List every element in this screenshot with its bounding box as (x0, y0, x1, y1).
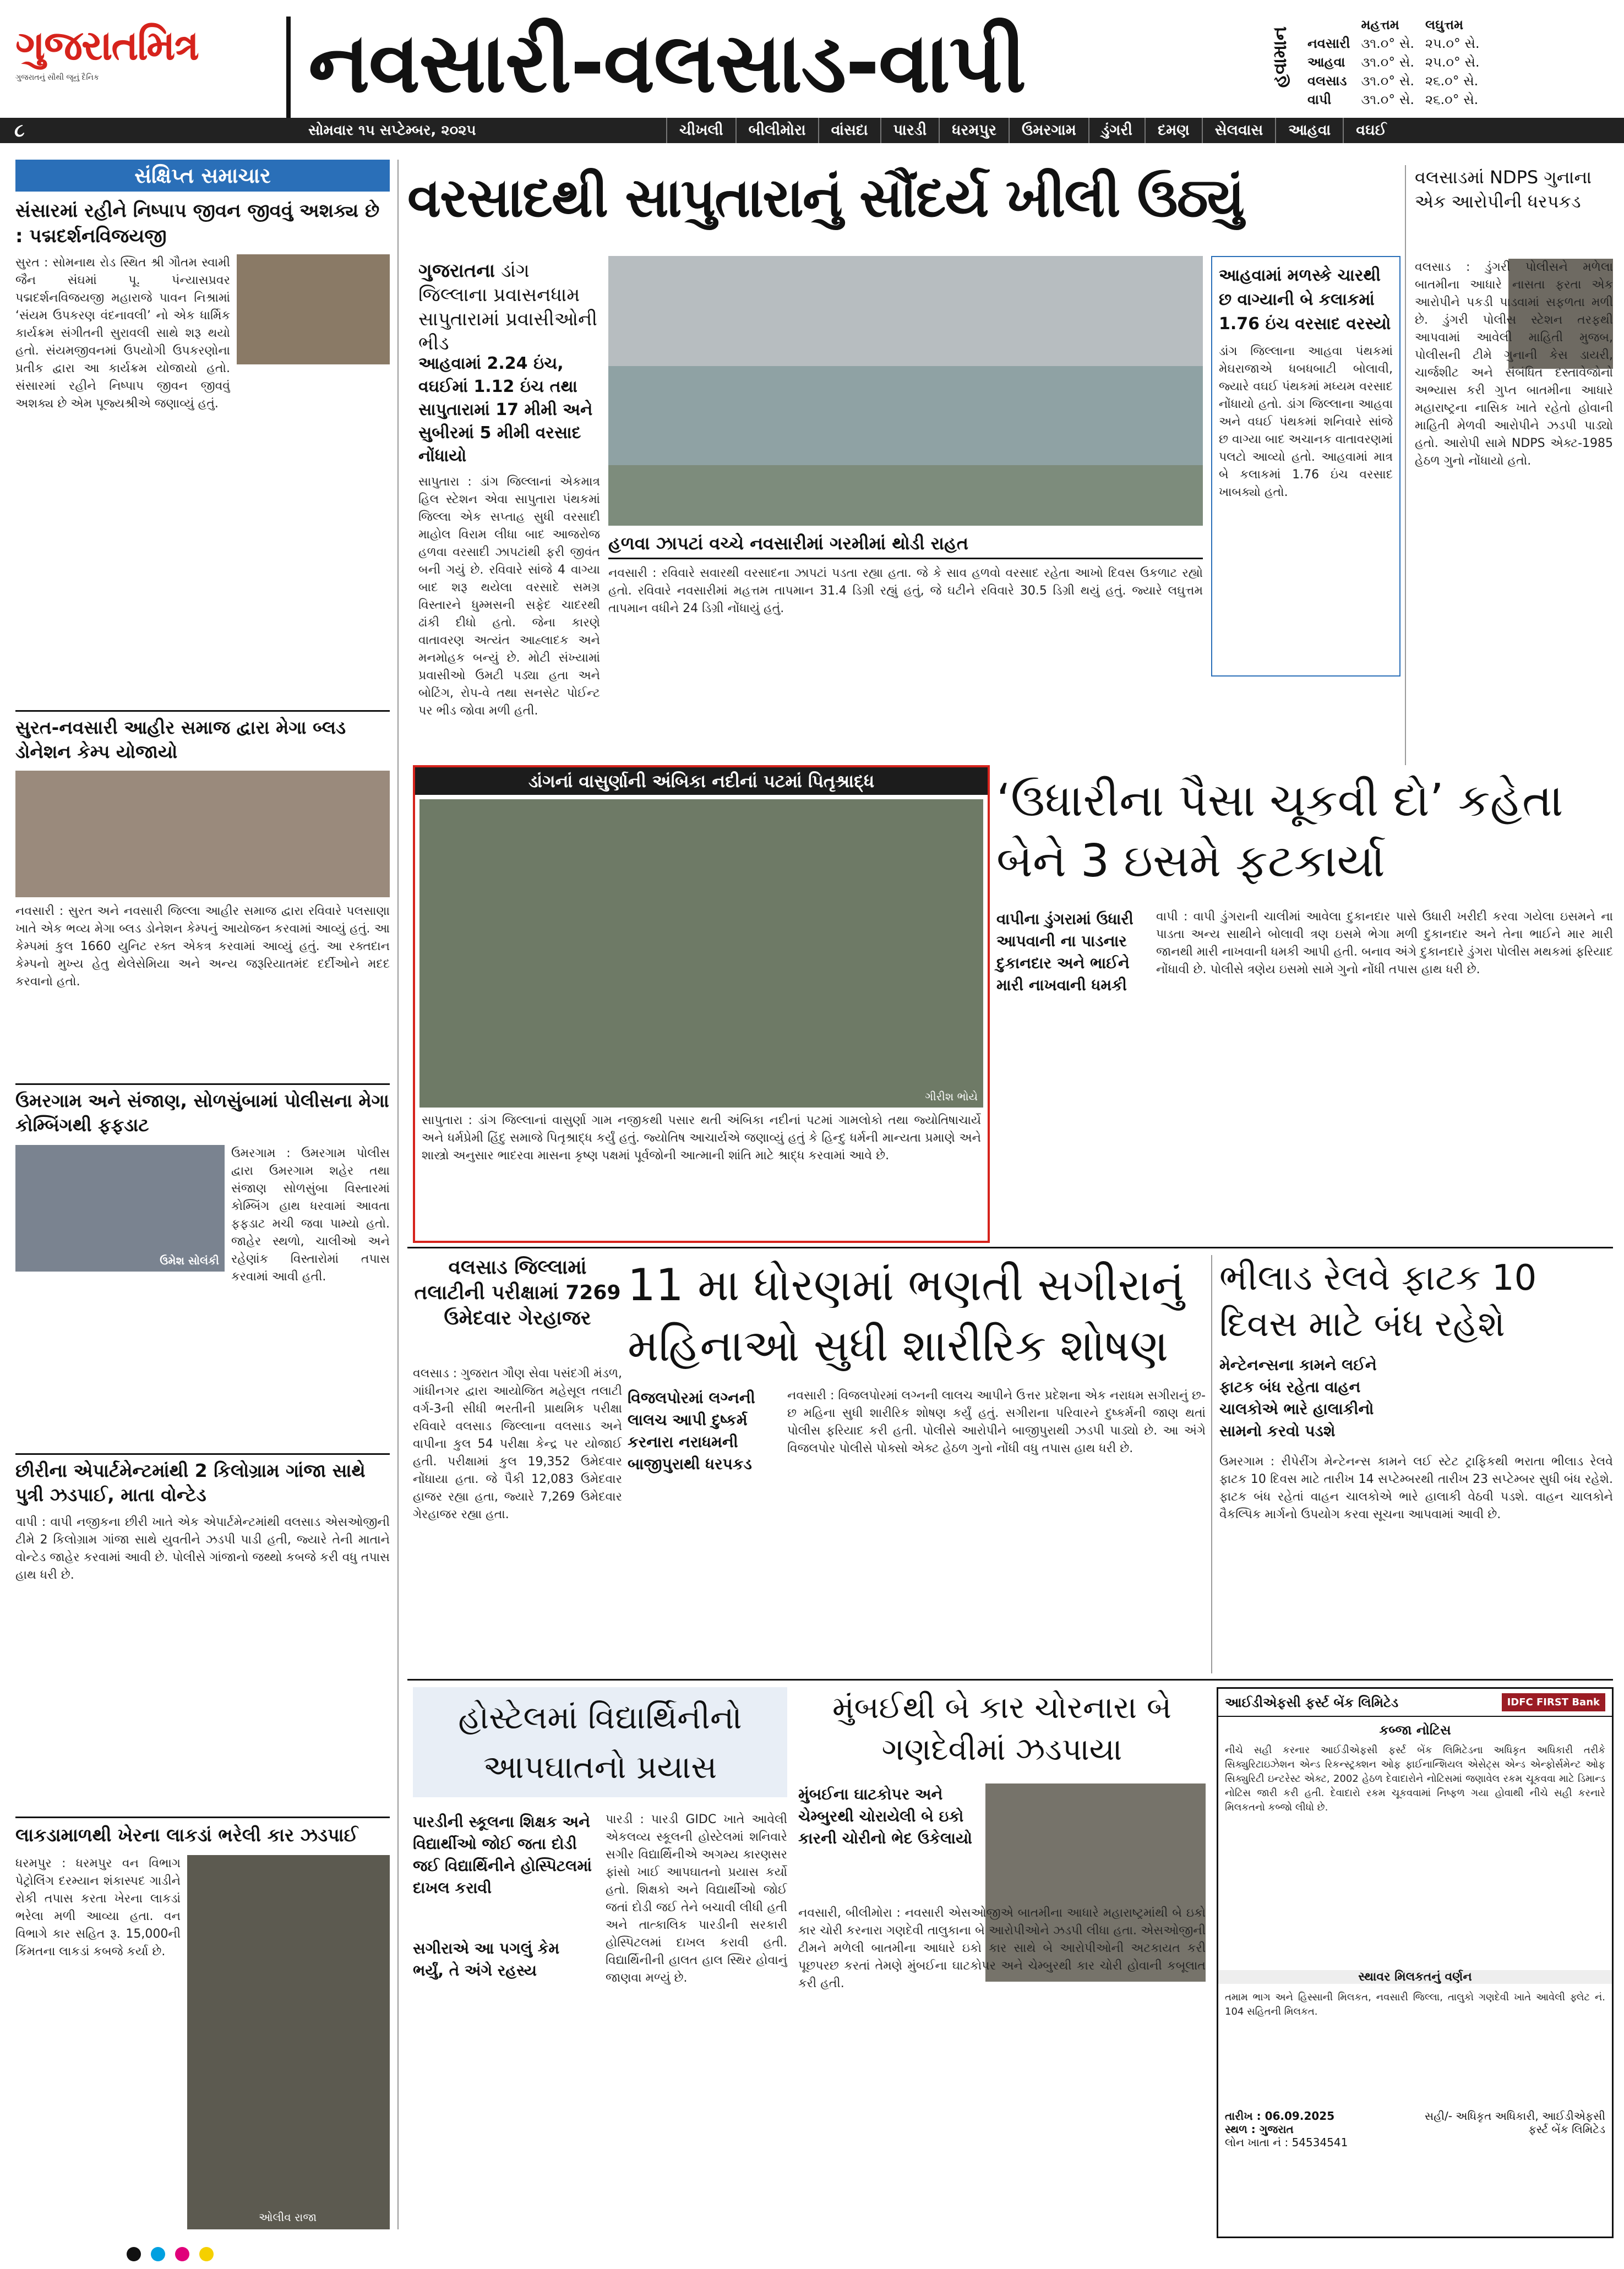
divider (15, 1083, 390, 1085)
idfc-signatory: સહી/- અધિકૃત અધિકારી, આઈડીએફસી ફર્સ્ટ બેંક લિમિટેડ (1424, 2109, 1605, 2136)
column-rule (1405, 165, 1406, 765)
hostel-body: પારડી : પારડી GIDC ખાતે આવેલી એકલવ્ય સ્કૂલની હોસ્ટેલમાં શનિવારે સગીર વિદ્યાર્થિનીએ અગમ્ય કારણસર ફાંસો ખાઈ આપઘાતનો પ્રયાસ કર્યો હતો. શિક્ષકો અને વિદ્યાર્થીઓ જોઈ જતાં દોડી જઈ તેને બચાવી લીધી હતી અને તાત્કાલિક પારડીની સરકારી હોસ્પિટલમાં દાખલ કરાવી હતી. વિદ્યાર્થિનીની હાલત હાલ સ્થિર હોવાનું જાણવા મળ્યું છે. (606, 1813, 787, 1985)
weather-row: વાપી ૩૧.૦° સે. ૨૬.૦° સે. (1307, 92, 1479, 107)
town-item: આહવા (1275, 118, 1343, 143)
brief-1-title: સંસારમાં રહીને નિષ્પાપ જીવન જીવવું અશક્ય છે : પદ્મદર્શનવિજયજી (15, 200, 380, 247)
aahwa-rain-box (1211, 256, 1400, 677)
mumbai-headline: મુંબઈથી બે કાર ચોરનારા બે ગણદેવીમાં ઝડપાયા (832, 1690, 1171, 1768)
aahwa-box-body: ડાંગ જિલ્લાના આહવા પંથકમાં મેઘરાજાએ ધબધબાટી બોલાવી, જ્યારે વઘઈ પંથકમાં મધ્યમ વરસાદ નોંધાયો હતો. ડાંગ જિલ્લાના આહવા અને વઘઈ પંથકમાં શનિવારે સાંજે છ વાગ્યા બાદ અચાનક વાતાવરણમાં પલટો આવ્યો હતો. આહવામાં માત્ર બે કલાકમાં 1.76 ઇંચ વરસાદ ખાબક્યો હતો. (1219, 345, 1393, 499)
weather-row: નવસારી ૩૧.૦° સે. ૨૫.૦° સે. (1307, 36, 1480, 51)
brief-1-body: સુરત : સોમનાથ રોડ સ્થિત શ્રી ગૌતમ સ્વામી જૈન સંઘમાં પૂ. પંન્યાસપ્રવર પદ્મદર્શનવિજયજી મહારાજે પાવન નિશ્રામાં ‘સંયમ ઉપકરણ વંદનાવલી’ નો એક ધાર્મિક કાર્યક્રમ સંગીતની સુરાવલી સાથે શરૂ થયો હતો. સંયમજીવનમાં ઉપયોગી ઉપકરણોના પ્રતીક દ્વારા આ કાર્યક્રમ યોજાયો હતો. સંસારમાં રહીને નિષ્પાપ જીવન જીવવું અશક્ય છે એમ પૂજ્યશ્રીએ જણાવ્યું હતું. (15, 256, 230, 411)
pitru-photo (419, 799, 983, 1108)
navsari-heat-strip (608, 531, 1203, 762)
brief-ribbon: સંક્ષિપ્ત સમાચાર (15, 160, 390, 192)
hostel-headline-box (413, 1687, 787, 1797)
registration-dot (175, 2247, 189, 2261)
idfc-notice-body: નીચે સહી કરનાર આઈડીએફસી ફર્સ્ટ બેંક લિમિટેડના અધિકૃત અધિકારી તરીકે સિક્યુરિટાઇઝેશન એન્ડ રિકન્સ્ટ્રક્શન ઓફ ફાઈનાન્શિયલ એસેટ્સ એન્ડ એન્ફોર્સમેન્ટ ઓફ સિક્યુરિટી ઇન્ટરેસ્ટ એક્ટ, 2002 હેઠળ દેવાદારોને નોટિસમાં જણાવેલ રકમ ચૂકવવા માટે ડિમાન્ડ નોટિસ જારી કરી હતી. દેવાદારો રકમ ચૂકવવામાં નિષ્ફળ ગયા હોવાથી નીચે સહી કરનારે મિલકતનો કબ્જો લીધો છે. (1225, 1744, 1605, 1813)
bhilad-headline: ભીલાડ રેલવે ફાટક 10 દિવસ માટે બંધ રહેશે (1219, 1258, 1537, 1345)
town-item: ચીખલી (666, 118, 735, 143)
udhari-lead: વાપીના ડુંગરામાં ઉધારી આપવાની ના પાડનાર દુકાનદાર અને ભાઈને મારી નાખવાની ધમકી (996, 910, 1133, 994)
navsari-heat-body: નવસારી : રવિવારે સવારથી વરસાદના ઝાપટાં પડતા રહ્યા હતા. જે કે સાવ હળવો વરસાદ રહેતા આખો દિવસ ઉકળાટ રહ્યો હતો. રવિવારે નવસારીમાં મહત્તમ તાપમાન 31.4 ડિગ્રી રહ્યું હતું, જે ઘટીને રવિવારે 30.5 ડિગ્રી થયું હતું. જ્યારે લઘુત્તમ તાપમાન વધીને 24 ડિગ્રી નોંધાયું હતું. (608, 566, 1203, 615)
brief-4-body: વાપી : વાપી નજીકના છીરી ખાતે એક એપાર્ટમેન્ટમાંથી વલસાડ એસઓજીની ટીમે 2 કિલોગ્રામ ગાંજા સાથે યુવતીને ઝડપી પાડી હતી, જ્યારે તેની માતાને વોન્ટેડ જાહેર કરવામાં આવી છે. પોલીસે ગાંજાનો જથ્થો કબજે કરી વધુ તપાસ હાથ ધરી છે. (15, 1515, 390, 1582)
pitru-caption: સાપુતારા : ડાંગ જિલ્લાનાં વાસુર્ણા ગામ નજીકથી પસાર થતી અંબિકા નદીનાં પટમાં ગામલોકો તથા જ્યોતિષાચાર્યે અને ધર્મપ્રેમી હિંદુ સમાજે પિતૃશ્રાદ્ધ કર્યું હતું. જ્યોતિષ આચાર્યએ જણાવ્યું હતું કે હિન્દુ ધર્મની માન્યતા પ્રમાણે અને શાસ્ત્રો અનુસાર ભાદરવા માસના કૃષ્ણ પક્ષમાં પૂર્વજોની આત્માની શાંતિ માટે શ્રાદ્ધ કરવામાં આવે છે. (422, 1114, 981, 1163)
idfc-bank-name: આઈડીએફસી ફર્સ્ટ બેંક લિમિટેડ (1225, 1694, 1399, 1710)
divider (15, 1817, 390, 1818)
column-rule (1211, 1255, 1212, 1673)
sagira-headline: 11 મા ધોરણમાં ભણતી સગીરાનું મહિનાઓ સુધી શારીરિક શોષણ (628, 1259, 1185, 1371)
brief-2-photo (15, 771, 390, 897)
talati-title: વલસાડ જિલ્લામાં તલાટીની પરીક્ષામાં 7269 ઉમેદવાર ગેરહાજર (414, 1256, 621, 1329)
talati-body: વલસાડ : ગુજરાત ગૌણ સેવા પસંદગી મંડળ, ગાંધીનગર દ્વારા આયોજિત મહેસૂલ તલાટી વર્ગ-3ની સીધી ભરતીની પ્રાથમિક પરીક્ષા રવિવારે વલસાડ જિલ્લાના વલસાડ અને વાપીના કુલ 54 પરીક્ષા કેન્દ્ર પર યોજાઈ હતી. પરીક્ષામાં કુલ 19,352 ઉમેદવાર નોંધાયા હતા. જે પૈકી 12,083 ઉમેદવાર હાજર રહ્યા હતા, જ્યારે 7,269 ઉમેદવાર ગેરહાજર રહ્યા હતા. (413, 1367, 622, 1521)
registration-dot (127, 2247, 141, 2261)
ndps-title: વલસાડમાં NDPS ગુનાના એક આરોપીની ધરપકડ (1415, 167, 1592, 212)
town-item: વઘઈ (1343, 118, 1398, 143)
town-item: પારડી (880, 118, 939, 143)
brief-5-body: ધરમપુર : ધરમપુર વન વિભાગ પેટ્રોલિંગ દરમ્યાન શંકાસ્પદ ગાડીને રોકી તપાસ કરતા ખેરના લાકડાં ભરેલા મળી આવ્યા હતા. વન વિભાગે કાર સહિત રૂ. 15,000ની કિંમતના લાકડાં કબજે કર્યા છે. (15, 1857, 181, 1959)
idfc-notice (1217, 1687, 1614, 2238)
town-item: બીલીમોરા (735, 118, 818, 143)
idfc-place: સ્થળ : ગુજરાત (1225, 2123, 1294, 2136)
pitru-box (413, 765, 990, 1243)
town-item: વાંસદા (818, 118, 880, 143)
town-item: ઉમરગામ (1009, 118, 1088, 143)
brief-2-title: સુરત-નવસારી આહીર સમાજ દ્વારા મેગા બ્લડ ડોનેશન કેમ્પ યોજાયો (15, 717, 346, 762)
divider (407, 1247, 1613, 1248)
town-item: ધરમપુર (939, 118, 1009, 143)
town-item: ડુંગરી (1088, 118, 1145, 143)
weather-row: વલસાડ ૩૧.૦° સે. ૨૬.૦° સે. (1307, 73, 1479, 89)
udhari-headline: ‘ઉધારીના પૈસા ચૂકવી દો’ કહેતા બેને 3 ઇસમે ફટકાર્યા (996, 774, 1563, 887)
sagira-lead: વિજલપોરમાં લગ્નની લાલચ આપી દુષ્કર્મ કરનારા નરાધમની બાજીપુરાથી ધરપકડ (628, 1389, 755, 1473)
lead-deck: ગુજરાતના ડાંગ જિલ્લાના પ્રવાસનધામ સાપુતારામાં પ્રવાસીઓની ભીડ (418, 260, 598, 354)
brief-3-body: ઉમરગામ : ઉમરગામ પોલીસ દ્વારા ઉમરગામ શહેર તથા સંજાણ સોળસુંબા વિસ્તારમાં કોમ્બિંગ હાથ ધરવામાં આવતા ફફડાટ મચી જવા પામ્યો હતો. જાહેર સ્થળો, ચાલીઓ અને રહેણાંક વિસ્તારોમાં તપાસ કરવામાં આવી હતી. (231, 1147, 390, 1284)
brief-5-photo-credit: ઓલીવ રાજા (259, 2211, 317, 2224)
idfc-property-body: તમામ ભાગ અને હિસ્સાની મિલકત, નવસારી જિલ્લા, તાલુકો ગણદેવી ખાતે આવેલી ફ્લેટ નં. 104 સહિતની મિલકત. (1225, 1992, 1605, 2017)
idfc-property-title: સ્થાવર મિલકતનું વર્ણન (1218, 1970, 1612, 1984)
registration-dot (151, 2247, 165, 2261)
lead-headline: વરસાદથી સાપુતારાનું સૌંદર્ય ખીલી ઉઠ્યું (407, 167, 1244, 230)
lead-subhead: આહવામાં 2.24 ઇંચ, વઘઈમાં 1.12 ઇંચ તથા સાપુતારામાં 17 મીમી અને સુબીરમાં 5 મીમી વરસાદ નોંધાયો (418, 354, 593, 466)
town-list (666, 118, 1399, 143)
brief-5-title: લાકડામાળથી ખેરના લાકડાં ભરેલી કાર ઝડપાઈ (15, 1824, 358, 1846)
ndps-body: વલસાડ : ડુંગરી પોલીસને મળેલા બાતમીના આધારે નાસતા ફરતા એક આરોપીને પકડી પાડવામાં સફળતા મળી છે. ડુંગરી પોલીસ સ્ટેશન તરફથી આપવામાં આવેલી માહિતી મુજબ, પોલીસની ટીમે ગુનાની કેસ ડાયરી, ચાર્જશીટ અને સંબંધિત દસ્તાવેજોનો અભ્યાસ કરી ગુપ્ત બાતમીના આધારે મહારાષ્ટ્રના નાસિક ખાતે રહેતો હોવાની માહિતી મેળવી આરોપીને ઝડપી પાડ્યો હતો. આરોપી સામે NDPS એક્ટ-1985 હેઠળ ગુનો નોંધાયો હતો. (1415, 260, 1613, 468)
idfc-logo: IDFC FIRST Bank (1502, 1693, 1605, 1711)
page-number: ૮ (14, 119, 25, 141)
divider (15, 1453, 390, 1455)
weather-label: હવામાન (1269, 26, 1291, 88)
registration-dot (199, 2247, 214, 2261)
idfc-date: તારીખ : 06.09.2025 (1225, 2109, 1335, 2123)
mumbai-lead: મુંબઈના ઘાટકોપર અને ચેમ્બુરથી ચોરાયેલી બે ઇકો કારની ચોરીનો ભેદ ઉકેલાયો (798, 1785, 972, 1847)
udhari-body: વાપી : વાપી ડુંગરાની ચાલીમાં આવેલા દુકાનદાર પાસે ઉધારી ખરીદી કરવા ગયેલા ઇસમને ના પાડતા અન્ય સાથીને બોલાવી ત્રણ ઇસમે ભેગા મળી દુકાનદાર અને તેના ભાઈને માર મારી જાનથી મારી નાખવાની ધમકી આપી હતી. બનાવ અંગે દુકાનદારે ડુંગરા પોલીસ મથકમાં ફરિયાદ નોંધાવી છે. પોલીસે ત્રણેય ઇસમો સામે ગુનો નોંધી તપાસ હાથ ધરી છે. (1156, 910, 1613, 977)
weather-row: આહવા ૩૧.૦° સે. ૨૫.૦° સે. (1307, 54, 1480, 70)
weather-col-min: લઘુત્તમ (1425, 17, 1464, 32)
brief-2-body: નવસારી : સુરત અને નવસારી જિલ્લા આહીર સમાજ દ્વારા રવિવારે પલસાણા ખાતે એક ભવ્ય મેગા બ્લડ ડોનેશન કેમ્પનું આયોજન કરવામાં આવ્યું હતું. આ કેમ્પમાં કુલ 1660 યુનિટ રક્ત એકત્ર કરવામાં આવ્યું હતું. આ રક્તદાન કેમ્પનો મુખ્ય હેતુ થેલેસેમિયા અને અન્ય જરૂરિયાતમંદ દર્દીઓને મદદ કરવાનો હતો. (15, 904, 390, 989)
divider (15, 710, 390, 712)
divider (407, 1679, 1613, 1681)
bhilad-lead: મેન્ટેનન્સના કામને લઈને ફાટક બંધ રહેતા વાહન ચાલકોએ ભારે હાલાકીનો સામનો કરવો પડશે (1219, 1356, 1377, 1440)
column-rule (397, 160, 399, 2229)
town-item: દમણ (1145, 118, 1202, 143)
edition-title: નવસારી-વલસાડ-વાપી (308, 15, 1026, 111)
hostel-headline: હોસ્ટેલમાં વિદ્યાર્થિનીનો આપઘાતનો પ્રયાસ (458, 1699, 742, 1786)
weather-box (1269, 15, 1610, 114)
lead-body: સાપુતારા : ડાંગ જિલ્લાનાં એકમાત્ર હિલ સ્ટેશન એવા સાપુતારા પંથકમાં જિલ્લા એક સપ્તાહ સુધી વરસાદી માહોલ વિરામ લીધા બાદ આજરોજ હળવા વરસાદી ઝાપટાંથી ફરી જીવંત બની ગયું છે. રવિવારે સાંજે 4 વાગ્યા બાદ શરૂ થયેલા વરસાદે સમગ્ર વિસ્તારને ધુમ્મસની સફેદ ચાદરથી ઢાંકી દીધો હતો. જેના કારણે વાતાવરણ અત્યંત આહ્લાદક અને મનમોહક બન્યું છે. મોટી સંખ્યામાં પ્રવાસીઓ ઉમટી પડ્યા હતા અને બોટિંગ, રોપ-વે તથા સનસેટ પોઈન્ટ પર ભીડ જોવા મળી હતી. (418, 475, 600, 718)
brief-3-photo-credit: ઉમેશ સોલંકી (160, 1254, 219, 1267)
idfc-loan-number: લોન ખાતા નં : 54534541 (1225, 2136, 1348, 2149)
hostel-lead: પારડીની સ્કૂલના શિક્ષક અને વિદ્યાર્થીઓ જોઈ જતા દોડી જઈ વિદ્યાર્થિનીને હોસ્પિટલમાં દાખલ કરાવી (413, 1813, 592, 1897)
pitru-title: ડાંગનાં વાસુર્ણાની અંબિકા નદીનાં પટમાં પિતૃશ્રાદ્ધ (415, 767, 988, 795)
town-item: સેલવાસ (1202, 118, 1276, 143)
registration-marks (127, 2247, 214, 2261)
issue-date: સોમવાર ૧૫ સપ્ટેમ્બર, ૨૦૨૫ (308, 122, 476, 139)
pitru-photo-credit: ગીરીશ ભોયે (925, 1090, 978, 1103)
brief-3-title: ઉમરગામ અને સંજાણ, સોળસુંબામાં પોલીસના મેગા કોમ્બિંગથી ફફડાટ (15, 1090, 389, 1136)
navsari-heat-title: હળવા ઝાપટાં વચ્ચે નવસારીમાં ગરમીમાં થોડી રાહત (608, 531, 1203, 559)
brief-5-photo (187, 1855, 390, 2229)
sagira-body: નવસારી : વિજલપોરમાં લગ્નની લાલચ આપીને ઉત્તર પ્રદેશના એક નરાધમ સગીરાનું છ-છ મહિના સુધી શારીરિક શોષણ કર્યું હતું. સગીરાના પરિવારને દુષ્કર્મની જાણ થતાં પોલીસ ફરિયાદ કરી હતી. પોલીસે આરોપીને બાજીપુરાથી ઝડપી પાડ્યો છે. આ અંગે વિજલપોર પોલીસે પોક્સો એક્ટ હેઠળ ગુનો નોંધી વધુ તપાસ હાથ ધરી છે. (787, 1389, 1206, 1455)
logo-tagline: ગુજરાતનું સૌથી જૂનું દૈનિક (15, 73, 99, 82)
brief-1-photo (237, 254, 390, 364)
aahwa-box-title: આહવામાં મળસ્કે ચારથી છ વાગ્યાની બે કલાકમાં 1.76 ઇંચ વરસાદ વરસ્યો (1219, 266, 1391, 334)
logo-wordmark: ગુજરાતમિત્ર (15, 22, 198, 69)
bhilad-body: ઉમરગામ : રીપેરીંગ મેન્ટેનન્સ કામને લઈ સ્ટેટ ટ્રાફિકથી ભરાતા ભીલાડ રેલવે ફાટક 10 દિવસ માટે તારીખ 14 સપ્ટેમ્બરથી તારીખ 23 સપ્ટેમ્બર સુધી બંધ રહેશે. ફાટક બંધ રહેતાં વાહન ચાલકોએ ભારે હાલાકી વેઠવી પડશે. વાહન ચાલકોને વૈકલ્પિક માર્ગનો ઉપયોગ કરવા સૂચના આપવામાં આવી છે. (1219, 1455, 1613, 1521)
hostel-subhead: સગીરાએ આ પગલું કેમ ભર્યું, તે અંગે રહસ્ય (413, 1939, 560, 1979)
idfc-notice-title: કબ્જા નોટિસ (1379, 1722, 1451, 1738)
saputara-photo (608, 256, 1203, 526)
brief-3-photo (15, 1145, 225, 1272)
brief-4-title: છીરીના એપાર્ટમેન્ટમાંથી 2 કિલોગ્રામ ગાંજા સાથે પુત્રી ઝડપાઈ, માતા વોન્ટેડ (15, 1460, 366, 1506)
masthead-logo (15, 22, 247, 116)
weather-col-max: મહત્તમ (1361, 17, 1399, 32)
mumbai-body: નવસારી, બીલીમોરા : નવસારી એસઓજીએ બાતમીના આધારે મહારાષ્ટ્રમાંથી બે ઇકો કાર ચોરી કરનારા ગણદેવી તાલુકાના બે આરોપીઓને ઝડપી લીધા હતા. એસઓજીની ટીમને મળેલી બાતમીના આધારે ઇકો કાર સાથે બે આરોપીઓની અટકાયત કરી પૂછપરછ કરતાં તેમણે મુંબઈના ઘાટકોપર અને ચેમ્બુરથી કાર ચોરી હોવાની કબૂલાત કરી હતી. (798, 1906, 1206, 1990)
masthead-divider (286, 17, 291, 132)
